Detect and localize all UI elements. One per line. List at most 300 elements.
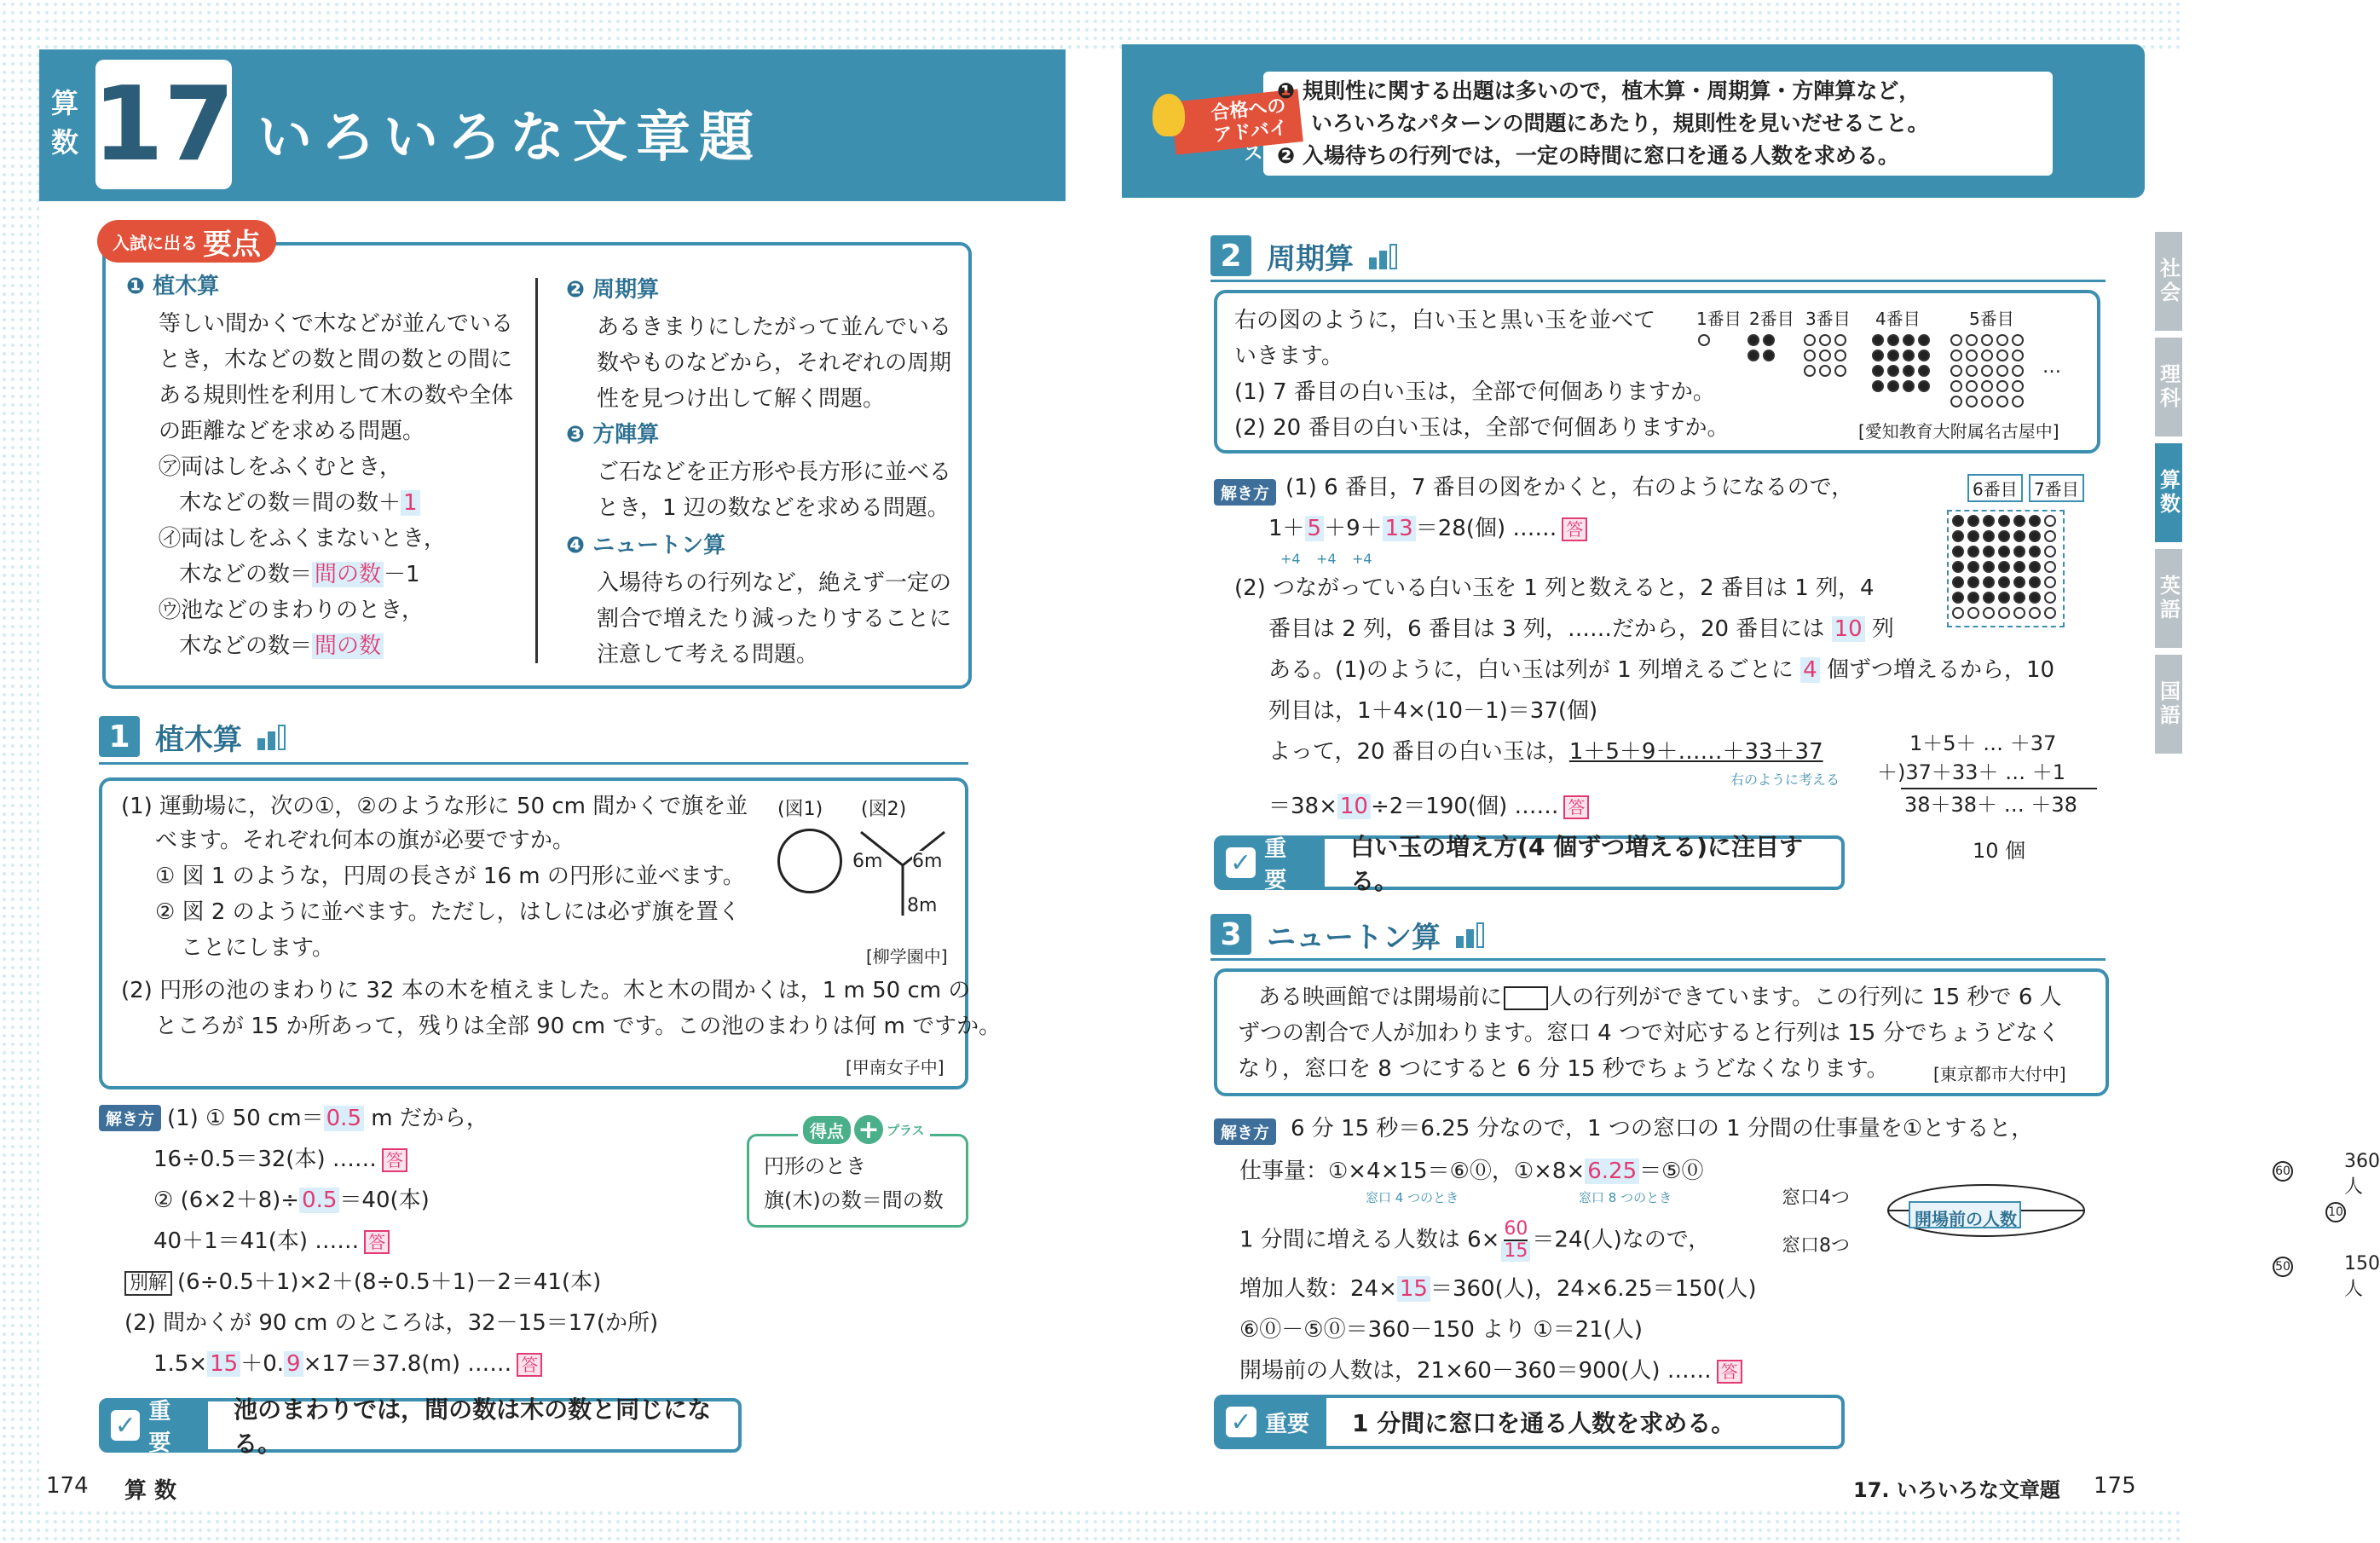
- ball: [1983, 607, 1995, 619]
- important-note-1: [99, 1396, 742, 1458]
- ball: [2012, 396, 2024, 407]
- sol3-text-8: 開場前の人数は，21×60－360＝900(人) ……: [1239, 1358, 1712, 1384]
- ball: [1967, 576, 1979, 588]
- ball: [1998, 515, 2010, 527]
- kp2-line-1: あるきまりにしたがって並んでいる: [597, 315, 952, 340]
- fig2-8m: 8m: [907, 895, 938, 916]
- prob3-text-1: ある映画館では開場前に: [1258, 985, 1503, 1010]
- ball: [1804, 334, 1816, 346]
- ball: [1887, 350, 1899, 361]
- ball: [2044, 592, 2056, 604]
- kp1-line-9: ㋒池などのまわりのとき，: [159, 598, 424, 623]
- fig-label-4: 4番目: [1875, 309, 1921, 329]
- ball: [1804, 350, 1816, 361]
- sol2-text-9: 個ずつ増えるから，10: [1819, 657, 2055, 683]
- sol1-hl-4: 9: [284, 1351, 303, 1377]
- ball: [1747, 350, 1759, 361]
- ball: [2012, 380, 2024, 392]
- ball: [1950, 396, 1962, 407]
- sol3-hl-2: 15: [1397, 1276, 1430, 1302]
- ball: [1967, 561, 1979, 573]
- sol2-text-4: ＝28(個) ……: [1415, 516, 1557, 541]
- ball: [1903, 365, 1915, 377]
- fig2-6m-right: 6m: [912, 851, 943, 872]
- ball: [1998, 592, 2010, 604]
- sol1-line-7: [153, 1345, 542, 1383]
- section-2-header: [1210, 228, 1397, 283]
- ball: [2044, 607, 2056, 619]
- prob1-line-3: ① 図 1 のような，円周の長さが 16 m の円形に並べます。: [155, 864, 745, 889]
- page-subject-left: 算 数: [124, 1478, 177, 1504]
- plus4-note-3: +4: [1352, 551, 1372, 567]
- sol1-text-6: 40＋1＝41(本) ……: [153, 1228, 360, 1254]
- important-text-2: 白い玉の増え方(4 個ずつ増える)に注目する。: [1350, 833, 1803, 895]
- kp4-line-3: 注意して考える問題。: [597, 642, 819, 667]
- sol2-sum: 1＋5＋9＋……＋33＋37: [1568, 739, 1823, 765]
- ball: [1966, 396, 1978, 407]
- advice-header: [1122, 44, 2145, 198]
- chapter-header: [39, 49, 1066, 201]
- sol1-text-3: 16÷0.5＝32(本) ……: [153, 1147, 377, 1172]
- prob1-line-4: ② 図 2 のように並べます。ただし，はしには必ず旗を置く: [155, 899, 741, 925]
- plus-icon: +: [854, 1115, 883, 1144]
- sol1-line-5: [124, 1263, 601, 1303]
- betsukai-label: 別解: [124, 1271, 172, 1296]
- sol1-text-7: (6÷0.5＋1)×2＋(8÷0.5＋1)－2＝41(本): [177, 1269, 602, 1295]
- ball: [2012, 334, 2024, 346]
- ball: [1981, 380, 1993, 392]
- sol2-line-1: (1) 6 番目，7 番目の図をかくと，右のようになるので，: [1285, 475, 1854, 500]
- ball: [2012, 350, 2024, 361]
- sol2-text-3: ＋9＋: [1324, 516, 1383, 541]
- ball: [1950, 365, 1962, 377]
- sol2-hl-3: 10: [1832, 616, 1865, 642]
- sol1-text-5: ＝40(本): [339, 1188, 430, 1213]
- fig1-circle: [777, 829, 842, 893]
- key-points-badge: [97, 220, 276, 263]
- sol1-text-11: ×17＝37.8(m) ……: [303, 1351, 512, 1377]
- key-points-badge-sub: 入試に出る: [113, 232, 198, 253]
- sol2-text-6: 番目は 2 列，6 番目は 3 列，……だから，20 番目には: [1268, 616, 1832, 642]
- ball: [1872, 380, 1884, 392]
- ball: [1819, 350, 1831, 361]
- difficulty-bars-icon: [1456, 921, 1484, 948]
- prob3-text-2: 人の行列ができています。この行列に 15 秒で 6 人: [1550, 985, 2062, 1010]
- kp1-line-2: とき，木などの数と間の数との間に: [159, 347, 512, 373]
- key-points-divider: [535, 278, 538, 663]
- add-row-3: 38＋38＋ … ＋38: [1904, 793, 2077, 817]
- ball: [1996, 334, 2008, 346]
- dot-pattern-bottom: [0, 1509, 1091, 1543]
- chapter-number: 17: [95, 60, 232, 189]
- kp1-hl-equal: 間の数: [312, 633, 384, 659]
- sol1-hl-2: 0.5: [299, 1188, 339, 1213]
- sol1-text-9: 1.5×: [153, 1351, 208, 1377]
- kp2-line-2: 数やものなどから，それぞれの周期: [597, 350, 952, 376]
- note-4-windows: 窓口 4 つのとき: [1366, 1190, 1459, 1205]
- kp1-line-1: 等しい間かくで木などが並んでいる: [159, 311, 514, 337]
- prob1-line-2: べます。それぞれ何本の旗が必要ですか。: [155, 828, 575, 853]
- chapter-title: いろいろな文章題: [257, 107, 762, 170]
- sol1-text-2: m だから，: [364, 1106, 488, 1131]
- source-1a: [柳学園中]: [866, 946, 948, 967]
- dot-pattern-bottom: [1091, 1509, 2182, 1543]
- diagram-150: 150人: [2344, 1253, 2380, 1300]
- difficulty-bars-icon: [1369, 242, 1397, 269]
- fig-label-1: 1番目: [1696, 309, 1742, 329]
- sol2-text-11: よって，20 番目の白い玉は，: [1268, 739, 1569, 765]
- important-text-1: 池のまわりでは，間の数は木の数と同じになる。: [234, 1396, 712, 1458]
- important-label: [1217, 836, 1325, 893]
- diagram-10: 10: [2325, 1202, 2346, 1222]
- important-label: [102, 1399, 208, 1456]
- add-count: 10 個: [1973, 839, 2026, 863]
- ball: [1981, 365, 1993, 377]
- sol3-text-3: ＝⑤⓪: [1639, 1159, 1704, 1184]
- source-3: [東京都市大付中]: [1933, 1064, 2066, 1084]
- section-1-header: [99, 709, 286, 764]
- ball: [2013, 561, 2025, 573]
- sol1-line-3: [153, 1182, 430, 1219]
- kp1-line-10: [179, 627, 384, 665]
- ball: [1998, 561, 2010, 573]
- ball: [1887, 365, 1899, 377]
- kp1-minus-tail: －1: [384, 562, 420, 587]
- fig67-label-6: 6番目: [1967, 474, 2023, 502]
- source-1b: [甲南女子中]: [846, 1057, 944, 1078]
- sol2-text-7: 列: [1864, 616, 1894, 642]
- side-tab-social[interactable]: 社会: [2155, 232, 2182, 331]
- important-label: [1217, 1398, 1326, 1446]
- sol1-hl-1: 0.5: [324, 1106, 364, 1131]
- ball: [2013, 515, 2025, 527]
- ball: [1996, 396, 2008, 407]
- sol3-text-6: 増加人数：24×: [1239, 1276, 1397, 1302]
- ball: [2029, 576, 2041, 588]
- ball: [1918, 365, 1930, 377]
- sol2-line-4: (2) つながっている白い玉を 1 列と数えると，2 番目は 1 列，4: [1234, 575, 1875, 601]
- ball: [2044, 515, 2056, 527]
- ball: [1998, 576, 2010, 588]
- ball: [1966, 350, 1978, 361]
- ball: [1998, 530, 2010, 542]
- fig-label-2: 2番目: [1749, 309, 1794, 329]
- sol2-line-8: [1268, 733, 1823, 771]
- ball: [1967, 592, 1979, 604]
- ball: [1952, 530, 1964, 542]
- ball: [1903, 334, 1915, 346]
- important-note-2: [1214, 833, 1845, 895]
- plus-sub: プラス: [887, 1122, 925, 1138]
- side-tab-math[interactable]: 算数: [2155, 443, 2182, 542]
- right-page: [1091, 0, 2380, 1543]
- prob2-line-1: 右の図のように，白い玉と黒い玉を並べて: [1234, 308, 1656, 333]
- ball: [1887, 334, 1899, 346]
- prob1-line-6: (2) 円形の池のまわりに 32 本の木を植えました。木と木の間かくは，1 m 50 cm の: [121, 978, 971, 1003]
- answer-mark-icon: 答: [1563, 795, 1589, 819]
- ball: [2044, 576, 2056, 588]
- sol3-text-4: 1 分間に増える人数は 6×: [1239, 1227, 1500, 1253]
- fig67-label-7: 7番目: [2029, 474, 2084, 502]
- ball: [1834, 350, 1846, 361]
- ball: [1763, 334, 1775, 346]
- ball: [1950, 380, 1962, 392]
- sol3-line-3: [1239, 1219, 1710, 1262]
- ball: [1918, 334, 1930, 346]
- ball: [1981, 334, 1993, 346]
- answer-mark-icon: 答: [1717, 1360, 1742, 1384]
- ball: [2013, 530, 2025, 542]
- ball: [1903, 380, 1915, 392]
- sol3-text-2: 仕事量：①×4×15＝⑥⓪，①×8×: [1239, 1159, 1586, 1184]
- ball: [1819, 334, 1831, 346]
- kp4-line-2: 割合で増えたり減ったりすることに: [597, 606, 952, 632]
- fig2-6m-left: 6m: [852, 851, 883, 872]
- prob1-line-7: ところが 15 か所あって，残りは全部 90 cm です。この池のまわりは何 m ですか。: [155, 1014, 1002, 1039]
- sol1-text-10: ＋0.: [240, 1351, 285, 1377]
- advice-title: 合格への アドバイス: [1170, 89, 1303, 154]
- diagram-60: 60: [2273, 1161, 2293, 1182]
- fig1-label: (図1): [777, 799, 823, 820]
- diagram-50: 50: [2273, 1257, 2293, 1277]
- kp2-title: ❷ 周期算: [566, 277, 660, 303]
- diagram-center: 開場前の人数: [1915, 1209, 2017, 1229]
- ball: [1952, 515, 1964, 527]
- section-3-header: [1210, 907, 1484, 962]
- ball: [1967, 530, 1979, 542]
- ball: [1998, 607, 2010, 619]
- ball: [1966, 365, 1978, 377]
- ball: [2013, 576, 2025, 588]
- ball: [1996, 380, 2008, 392]
- prob1-line-1: (1) 運動場に，次の①，②のような形に 50 cm 間かくで旗を並: [121, 794, 748, 819]
- important-label-text: 重要: [1265, 1411, 1310, 1437]
- dot-pattern-left: [0, 51, 39, 1543]
- answer-mark-icon: 答: [382, 1148, 407, 1172]
- important-label-text: 重要: [148, 1399, 171, 1456]
- sol3-line-1: 6 分 15 秒＝6.25 分なので，1 つの窓口の 1 分間の仕事量を①とすると，: [1291, 1116, 2034, 1141]
- ball: [1966, 334, 1978, 346]
- sol2-line-9: [1268, 788, 1589, 825]
- fig-label-3: 3番目: [1805, 309, 1851, 329]
- side-tab-japanese[interactable]: 国語: [2155, 655, 2182, 754]
- kp1-line-8-text: 木などの数＝: [179, 562, 313, 587]
- ball: [1834, 334, 1846, 346]
- ball: [1981, 350, 1993, 361]
- ball: [1983, 546, 1995, 558]
- ball: [1952, 592, 1964, 604]
- ball: [2013, 592, 2025, 604]
- prob2-line-2: いきます。: [1234, 344, 1343, 369]
- prob2-line-3: (1) 7 番目の白い玉は，全部で何個ありますか。: [1234, 379, 1715, 405]
- ball: [2013, 607, 2025, 619]
- footer-title: 17. いろいろな文章題: [1853, 1478, 2060, 1502]
- sol2-text-12: ＝38×: [1268, 794, 1337, 819]
- fig2-label: (図2): [861, 799, 907, 820]
- ball: [1996, 365, 2008, 377]
- important-text-3: 1 分間に窓口を通る人数を求める。: [1352, 1409, 1736, 1437]
- prob1-line-5: ことにします。: [181, 935, 334, 961]
- fraction-denominator: 15: [1501, 1241, 1530, 1262]
- plus-title: 得点: [803, 1116, 851, 1144]
- ball: [2029, 607, 2041, 619]
- ball: [1804, 365, 1816, 377]
- check-icon: ✓: [1226, 847, 1256, 878]
- page-number-right: 175: [2094, 1473, 2136, 1499]
- diagram-window4: 窓口4つ: [1782, 1188, 1850, 1209]
- ball: [1872, 334, 1884, 346]
- prob3-line-1: [1258, 979, 2062, 1016]
- kp1-hl-minus: 間の数: [312, 562, 384, 587]
- section-1-title: 植木算: [155, 722, 242, 757]
- check-icon: ✓: [1226, 1407, 1256, 1437]
- sol3-line-5: ⑥⓪－⑤⓪＝360－150 より ①＝21(人): [1239, 1317, 1643, 1343]
- side-tab-science[interactable]: 理科: [2155, 338, 2182, 436]
- plus-line-1: 円形のとき: [764, 1154, 866, 1178]
- ball: [2029, 515, 2041, 527]
- ball: [1903, 350, 1915, 361]
- sol3-text-5: ＝24(人)なので，: [1532, 1227, 1711, 1253]
- left-page: [0, 0, 1091, 1543]
- sol1-line-1: [167, 1100, 488, 1137]
- sol3-hl-1: 6.25: [1585, 1159, 1639, 1184]
- prob3-line-3: なり，窓口を 8 つにすると 6 分 15 秒でちょうどなくなります。: [1238, 1056, 1889, 1082]
- ball: [2029, 561, 2041, 573]
- section-3-underline: [1210, 958, 2106, 961]
- ball: [1981, 396, 1993, 407]
- sol3-text-7: ＝360(人)，24×6.25＝150(人): [1430, 1276, 1757, 1302]
- plus4-note-2: +4: [1316, 551, 1337, 567]
- dot-pattern-top: [0, 0, 1091, 51]
- fraction-numerator: 60: [1504, 1218, 1528, 1240]
- sol2-line-5: [1268, 610, 1894, 648]
- key-points-badge-title: 要点: [203, 227, 261, 262]
- section-1-underline: [99, 762, 968, 765]
- note-8-windows: 窓口 8 つのとき: [1579, 1190, 1672, 1205]
- section-3-number: 3: [1210, 914, 1251, 955]
- ball: [1834, 365, 1846, 377]
- advice-line-1: ❶ 規則性に関する出題は多いので，植木算・周期算・方陣算など，: [1277, 78, 1921, 103]
- kp4-title: ❹ ニュートン算: [566, 533, 726, 558]
- ball: [2044, 546, 2056, 558]
- ball: [1887, 380, 1899, 392]
- ball: [1872, 350, 1884, 361]
- ball: [1763, 350, 1775, 361]
- subject-label: 算数: [50, 87, 78, 159]
- answer-mark-icon: 答: [364, 1230, 390, 1254]
- sol1-line-6: (2) 間かくが 90 cm のところは，32－15＝17(か所): [124, 1310, 659, 1336]
- ball: [1983, 530, 1995, 542]
- sol3-line-2: [1239, 1153, 1703, 1190]
- ball: [1950, 334, 1962, 346]
- ball: [1819, 365, 1831, 377]
- kp1-line-10-text: 木などの数＝: [179, 633, 313, 659]
- ball: [2029, 592, 2041, 604]
- ball: [1967, 515, 1979, 527]
- sol2-text-13: ÷2＝190(個) ……: [1370, 794, 1559, 819]
- ball: [2013, 546, 2025, 558]
- source-2: [愛知教育大附属名古屋中]: [1858, 421, 2059, 442]
- kp1-line-6-text: 木などの数＝間の数＋: [179, 490, 401, 516]
- sol2-note: 右のように考える: [1730, 772, 1840, 788]
- ball: [1996, 350, 2008, 361]
- sol3-line-4: [1239, 1270, 1757, 1308]
- kp1-line-5: ㋐両はしをふくむとき，: [159, 454, 401, 480]
- fig-ellipsis: …: [2042, 356, 2061, 378]
- advice-line-2: いろいろなパターンの問題にあたり，規則性を見いだせること。: [1311, 111, 1929, 136]
- sol2-hl-4: 4: [1800, 657, 1820, 683]
- kp1-line-8: [179, 556, 420, 593]
- kp1-line-6: [179, 484, 420, 522]
- sol2-text-2: 1＋: [1268, 516, 1305, 541]
- add-row-1: 1＋5＋ … ＋37: [1909, 731, 2057, 755]
- ball: [1983, 576, 1995, 588]
- sol2-line-6: [1268, 651, 2054, 689]
- answer-mark-icon: 答: [517, 1353, 542, 1377]
- kp3-line-1: ご石などを正方形や長方形に並べる: [597, 459, 952, 485]
- lightbulb-icon: [1152, 94, 1185, 136]
- sol1-line-2: [153, 1141, 407, 1178]
- sol2-line-7: 列目は，1＋4×(10－1)＝37(個): [1268, 698, 1598, 724]
- check-icon: ✓: [111, 1410, 140, 1441]
- plus4-note-1: +4: [1280, 551, 1301, 567]
- sol1-line-4: [153, 1222, 390, 1260]
- important-note-3: [1214, 1395, 1845, 1449]
- kp2-line-3: 性を見つけ出して解く問題。: [597, 386, 886, 412]
- sol2-line-2: [1268, 510, 1587, 547]
- important-label-text: 重要: [1264, 836, 1287, 893]
- ball: [2029, 530, 2041, 542]
- ball: [1967, 546, 1979, 558]
- ball: [1967, 607, 1979, 619]
- ball: [2029, 546, 2041, 558]
- side-tab-english[interactable]: 英語: [2155, 549, 2182, 648]
- ball: [1983, 592, 1995, 604]
- advice-line-3: ❷ 入場待ちの行列では，一定の時間に窓口を通る人数を求める。: [1277, 143, 1899, 168]
- answer-mark-icon: 答: [1562, 517, 1587, 541]
- ball: [1983, 561, 1995, 573]
- ball: [1872, 365, 1884, 377]
- kp4-line-1: 入場待ちの行列など，絶えず一定の: [597, 570, 952, 596]
- ball: [2044, 561, 2056, 573]
- ball: [1952, 546, 1964, 558]
- section-1-number: 1: [99, 716, 140, 757]
- ball: [1952, 576, 1964, 588]
- kp1-line-7: ㋑両はしをふくまないとき，: [159, 526, 446, 552]
- ball: [1918, 350, 1930, 361]
- section-3-title: ニュートン算: [1267, 920, 1441, 955]
- kp3-title: ❸ 方陣算: [566, 422, 660, 448]
- sol3-line-6: [1239, 1352, 1742, 1390]
- ball: [1950, 350, 1962, 361]
- ball: [1966, 380, 1978, 392]
- diagram-360: 360人: [2344, 1151, 2380, 1198]
- add-row-2: ＋)37＋33＋ … ＋1: [1877, 760, 2065, 784]
- fig-label-5: 5番目: [1969, 309, 2014, 329]
- plus-box-title: [798, 1115, 930, 1144]
- ball: [1952, 607, 1964, 619]
- kp1-title: ❶ 植木算: [126, 274, 220, 299]
- dot-pattern-top: [1091, 0, 2182, 51]
- fraction: [1501, 1219, 1530, 1262]
- section-2-underline: [1210, 280, 2106, 282]
- solution-tag-3: 解き方: [1214, 1118, 1276, 1145]
- diagram-window8: 窓口8つ: [1782, 1235, 1850, 1257]
- sol2-text-8: ある。(1)のように，白い玉は列が 1 列増えるごとに: [1268, 657, 1801, 683]
- ball: [1998, 546, 2010, 558]
- ball: [1918, 380, 1930, 392]
- sol1-text-1: (1) ① 50 cm＝: [167, 1106, 324, 1131]
